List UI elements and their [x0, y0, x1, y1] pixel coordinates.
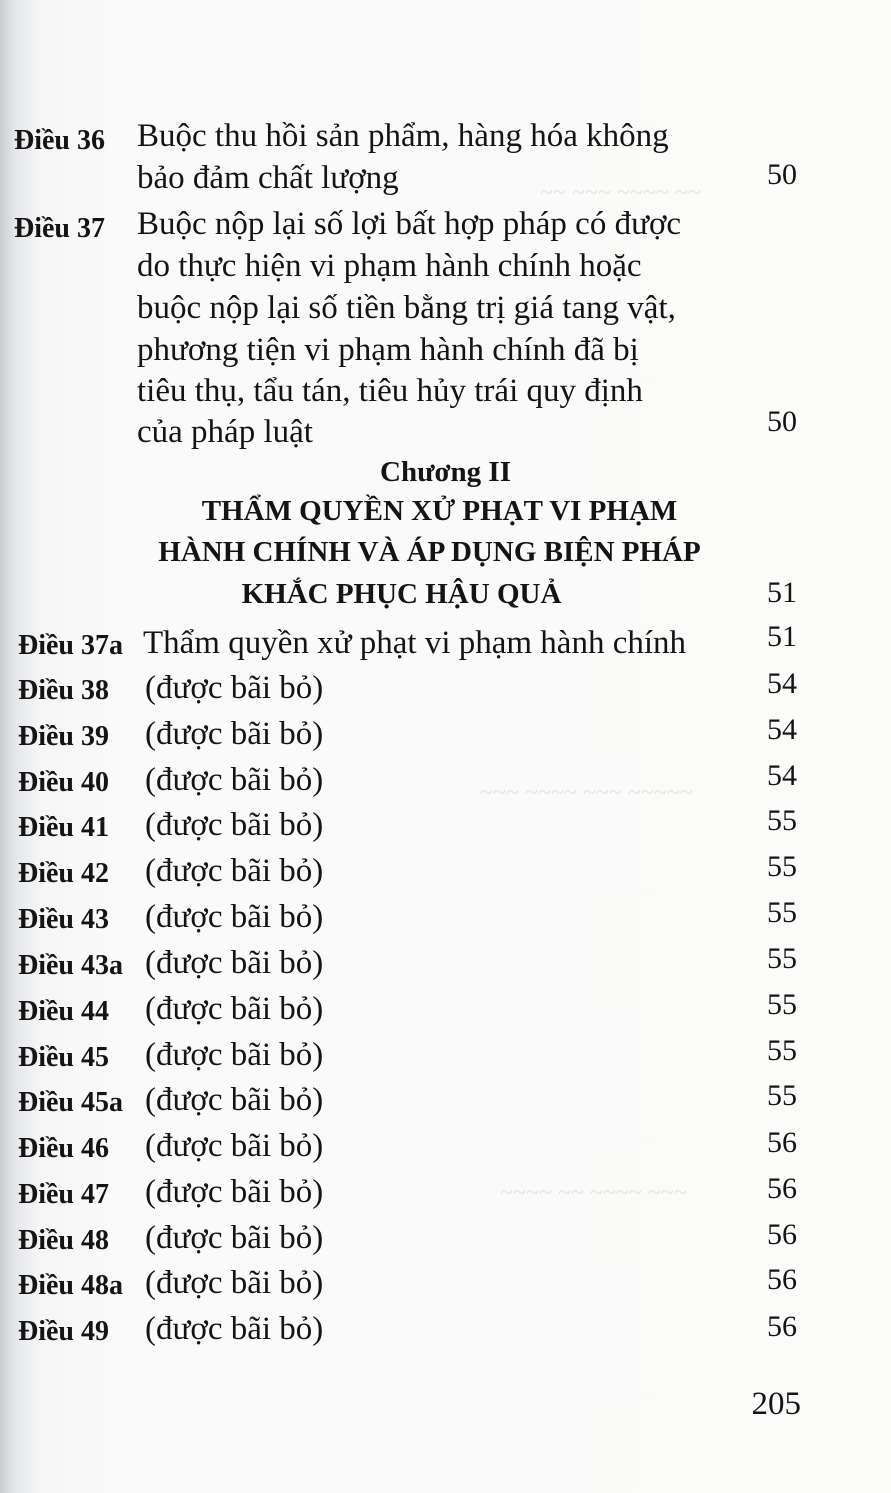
- article-title: Thẩm quyền xử phạt vi phạm hành chính: [143, 625, 687, 661]
- page-number: 55: [767, 1034, 797, 1067]
- page-number: 56: [767, 1172, 797, 1205]
- article-number: Điều 37: [14, 213, 105, 244]
- article-number: Điều 48a: [18, 1270, 123, 1301]
- chapter-label: Chương II: [380, 456, 511, 488]
- bleed-through-text: ~~~~ ~~ ~~~~ ~~~: [500, 1180, 687, 1206]
- page-number: 56: [767, 1263, 797, 1296]
- article-number: Điều 45: [18, 1042, 109, 1073]
- article-title: (được bãi bỏ): [145, 899, 324, 935]
- page-footer-number: 205: [751, 1386, 801, 1422]
- article-title: (được bãi bỏ): [145, 1311, 324, 1347]
- article-number: Điều 47: [18, 1179, 109, 1210]
- article-number: Điều 37a: [18, 630, 123, 661]
- page-number: 50: [767, 405, 797, 438]
- page-number: 56: [767, 1126, 797, 1159]
- article-title: (được bãi bỏ): [145, 762, 324, 798]
- article-title: (được bãi bỏ): [145, 670, 324, 706]
- article-title-line: phương tiện vi phạm hành chính đã bị: [137, 332, 639, 368]
- article-title: (được bãi bỏ): [145, 991, 324, 1027]
- article-title-line: Buộc thu hồi sản phẩm, hàng hóa không: [137, 118, 669, 154]
- page-number: 55: [767, 988, 797, 1021]
- page-number: 55: [767, 850, 797, 883]
- article-title-line: tiêu thụ, tẩu tán, tiêu hủy trái quy định: [137, 373, 643, 409]
- bleed-through-text: ~~ ~~~ ~~~~ ~~: [540, 180, 701, 206]
- article-title: (được bãi bỏ): [145, 1082, 324, 1118]
- article-number: Điều 43: [18, 904, 109, 935]
- article-title: (được bãi bỏ): [145, 853, 324, 889]
- article-number: Điều 41: [18, 812, 109, 843]
- page-number: 56: [767, 1310, 797, 1343]
- article-number: Điều 45a: [18, 1087, 123, 1118]
- article-title: (được bãi bỏ): [145, 716, 324, 752]
- article-title: (được bãi bỏ): [145, 1037, 324, 1073]
- page-number: 50: [767, 158, 797, 191]
- article-title-line: buộc nộp lại số tiền bằng trị giá tang vật,: [137, 290, 676, 326]
- article-title: (được bãi bỏ): [145, 1265, 324, 1301]
- article-number: Điều 49: [18, 1316, 109, 1347]
- article-title: (được bãi bỏ): [145, 1220, 324, 1256]
- article-title-line: bảo đảm chất lượng: [137, 160, 399, 196]
- article-title: (được bãi bỏ): [145, 807, 324, 843]
- article-title-line: của pháp luật: [137, 414, 313, 450]
- article-number: Điều 42: [18, 858, 109, 889]
- article-title-line: Buộc nộp lại số lợi bất hợp pháp có được: [137, 206, 682, 242]
- article-title: (được bãi bỏ): [145, 945, 324, 981]
- page-number: 51: [767, 620, 797, 653]
- article-number: Điều 36: [14, 125, 105, 156]
- page-number: 54: [767, 667, 797, 700]
- page-number: 54: [767, 713, 797, 746]
- page-number: 56: [767, 1218, 797, 1251]
- article-number: Điều 44: [18, 996, 109, 1027]
- bleed-through-text: ~~~ ~~~~ ~~~ ~~~~~: [480, 780, 693, 806]
- page-number: 54: [767, 759, 797, 792]
- article-number: Điều 39: [18, 721, 109, 752]
- article-title: (được bãi bỏ): [145, 1128, 324, 1164]
- article-number: Điều 46: [18, 1133, 109, 1164]
- article-number: Điều 43a: [18, 950, 123, 981]
- page-number: 55: [767, 804, 797, 837]
- article-title-line: do thực hiện vi phạm hành chính hoặc: [137, 248, 642, 284]
- chapter-title-line: HÀNH CHÍNH VÀ ÁP DỤNG BIỆN PHÁP: [158, 536, 701, 568]
- chapter-title-line: THẨM QUYỀN XỬ PHẠT VI PHẠM: [201, 495, 678, 527]
- article-title: (được bãi bỏ): [145, 1174, 324, 1210]
- article-number: Điều 38: [18, 675, 109, 706]
- page-number: 55: [767, 896, 797, 929]
- page-number: 55: [767, 942, 797, 975]
- article-number: Điều 48: [18, 1225, 109, 1256]
- page-number: 55: [767, 1079, 797, 1112]
- chapter-title-line: KHẮC PHỤC HẬU QUẢ: [241, 578, 562, 610]
- article-number: Điều 40: [18, 767, 109, 798]
- chapter-page-number: 51: [767, 576, 797, 609]
